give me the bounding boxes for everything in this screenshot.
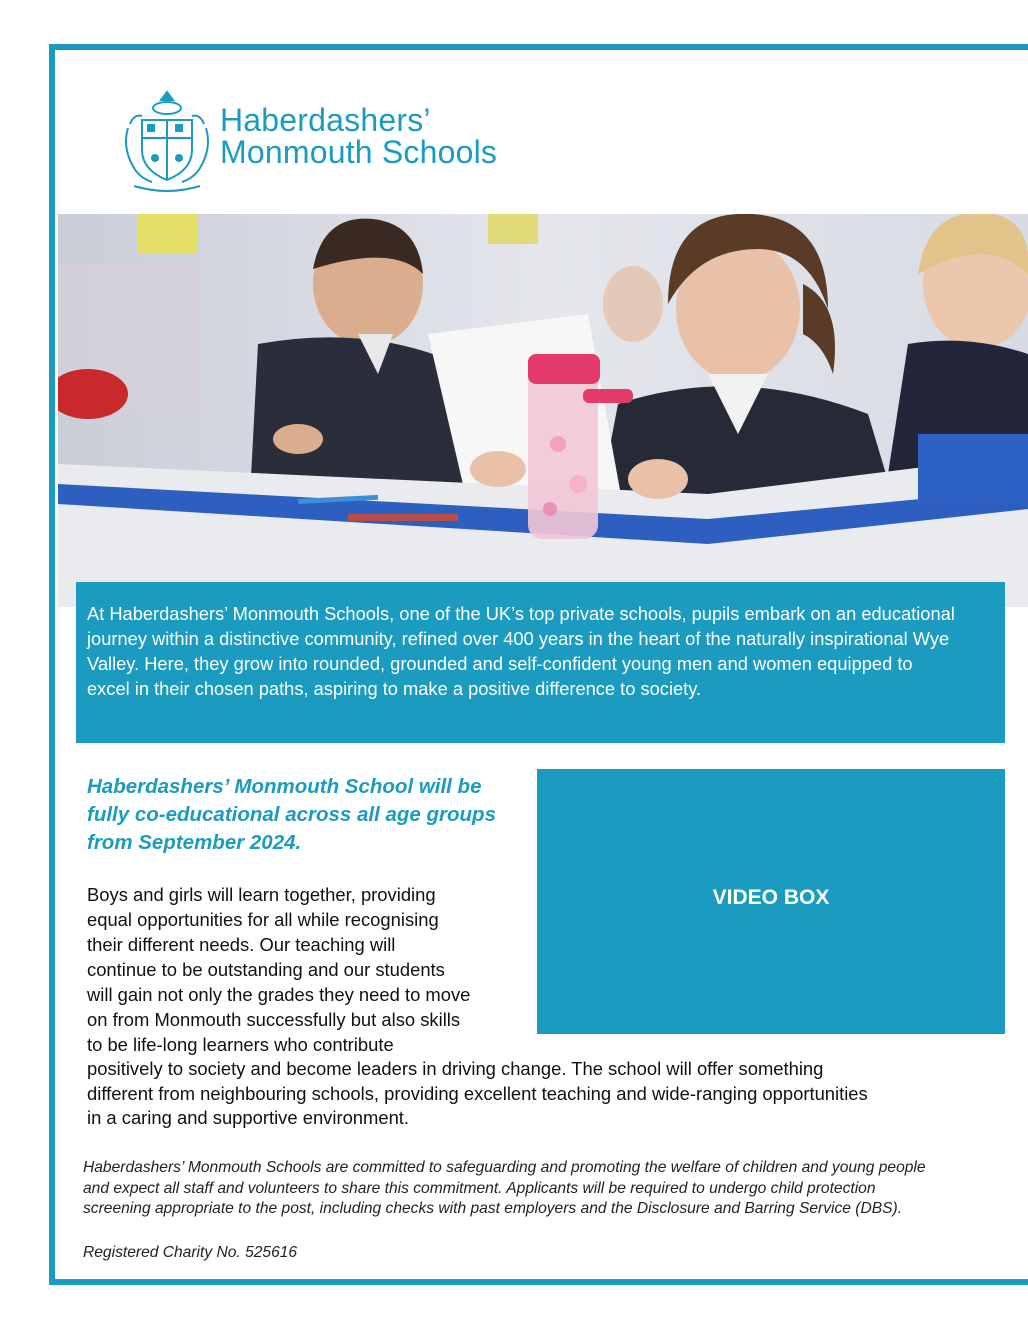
- body-line: positively to society and become leaders in driving change. The school will offer something: [87, 1058, 824, 1079]
- coeducation-headline: [87, 773, 527, 857]
- headline-line-3: from September 2024.: [87, 831, 302, 854]
- safeguarding-notice: [83, 1158, 1013, 1220]
- classroom-photo-icon: [58, 214, 1028, 607]
- school-logo: [120, 88, 550, 192]
- body-line: on from Monmouth successfully but also skills: [87, 1009, 461, 1030]
- body-line: continue to be outstanding and our students: [87, 959, 445, 980]
- body-line: to be life-long learners who contribute: [87, 1034, 394, 1055]
- hero-photo: [58, 214, 1028, 607]
- video-box-label: VIDEO BOX: [712, 885, 830, 909]
- brand-line-2: Monmouth Schools: [220, 134, 498, 170]
- body-line: in a caring and supportive environment.: [87, 1107, 410, 1128]
- video-box[interactable]: [537, 769, 1005, 1034]
- notice-line: and expect all staff and volunteers to share this commitment. Applicants will be required to undergo child protection: [83, 1179, 876, 1197]
- body-line: equal opportunities for all while recognising: [87, 909, 439, 930]
- headline-line-2: fully co-educational across all age groups: [87, 803, 496, 826]
- brand-line-1: Haberdashers’: [220, 102, 431, 138]
- body-line: Boys and girls will learn together, providing: [87, 884, 436, 905]
- body-line: will gain not only the grades they need to move: [87, 984, 471, 1005]
- notice-line: Haberdashers’ Monmouth Schools are committed to safeguarding and promoting the welfare of children and young people: [83, 1159, 926, 1176]
- intro-text: At Haberdashers’ Monmouth Schools, one of the UK’s top private schools, pupils embark on an educational journey within a distinctive community, refined over 400 years in the heart of the naturally inspirational Wye Valley. Here, they grow into rounded, grounded and self-confident young men and women equipped to excel in their chosen paths, aspiring to make a positive difference to society.: [76, 582, 1005, 743]
- charity-number: Registered Charity No. 525616: [83, 1244, 298, 1261]
- body-line: different from neighbouring schools, providing excellent teaching and wide-ranging opportunities: [87, 1082, 868, 1104]
- body-paragraph-top: [87, 882, 527, 1057]
- brand-name: [220, 104, 497, 168]
- crest-icon: [120, 88, 214, 192]
- body-paragraph-bottom: [87, 1057, 1007, 1131]
- headline-line-1: Haberdashers’ Monmouth School will be: [87, 775, 482, 798]
- body-line: their different needs. Our teaching will: [87, 934, 396, 955]
- notice-line: screening appropriate to the post, including checks with past employers and the Disclosure and Barring Service (DBS).: [83, 1200, 903, 1217]
